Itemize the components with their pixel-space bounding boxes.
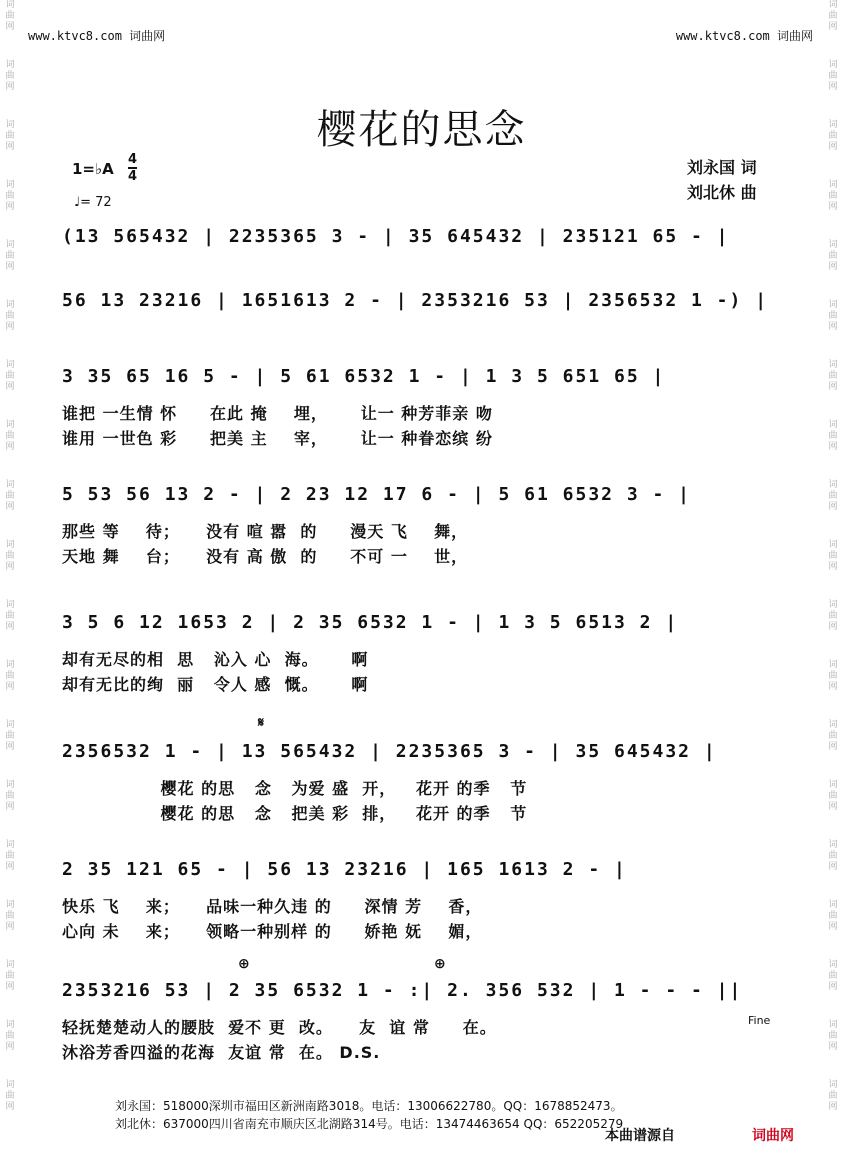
tempo-marking: ♩= 72 [74,195,112,210]
notation-line: 2 35 121 65 - | 56 13 23216 | 165 1613 2 - | [62,859,627,880]
contact-composer: 刘北休：637000四川省南充市顺庆区北湖路314号。电话：13474463654 QQ：652205279 [115,1117,624,1131]
lyric-verse-2: 却有无比的绚 丽 令人 感 慨。 啊 [62,675,369,694]
side-watermark-left: 词曲网 词曲网 词曲网 词曲网 词曲网 词曲网 词曲网 词曲网 词曲网 词曲网 词曲网 词曲网 词曲网 词曲网 词曲网 词曲网 词曲网 词曲网 词曲网 [5,0,15,1112]
coda-sign-1: ⊕ [238,956,250,972]
lyric-verse-2: 沐浴芳香四溢的花海 友谊 常 在。 D.S. [62,1043,381,1062]
lyric-verse-1: 那些 等 待； 没有 喧 嚣 的 漫天 飞 舞， [62,522,469,541]
site-url-right: www.ktvc8.com 词曲网 [675,29,813,43]
lyric-verse-2: 樱花 的思 念 把美 彩 排， 花开 的季 节 [62,804,528,823]
lyric-verse-1: 快乐 飞 来； 品味一种久违 的 深情 芳 香， [62,897,483,916]
notation-line: 2353216 53 | 2 35 6532 1 - :| 2. 356 532 | 1 - - - || [62,980,743,1001]
lyric-verse-2: 心向 未 来； 领略一种别样 的 娇艳 妩 媚， [62,922,483,941]
lyric-verse-1: 樱花 的思 念 为爱 盛 开， 花开 的季 节 [62,779,528,798]
key-signature: 1=♭A [72,160,114,178]
notation-line: 2356532 1 - | 13 565432 | 2235365 3 - | 35 645432 | [62,741,717,762]
lyric-verse-2: 谁用 一世色 彩 把美 主 宰， 让一 种眷恋缤 纷 [62,429,493,448]
contact-lyricist: 刘永国：518000深圳市福田区新洲南路3018。电话：13006622780。QQ：1678852473。 [115,1099,623,1113]
coda-sign-2: ⊕ [434,956,446,972]
song-title: 樱花的思念 [316,107,527,153]
meter-bottom: 4 [128,169,138,184]
lyricist-credit: 刘永国 词 [687,158,757,177]
side-watermark-right: 词曲网 词曲网 词曲网 词曲网 词曲网 词曲网 词曲网 词曲网 词曲网 词曲网 词曲网 词曲网 词曲网 词曲网 词曲网 词曲网 词曲网 词曲网 词曲网 [828,0,838,1112]
notation-line: 3 35 65 16 5 - | 5 61 6532 1 - | 1 3 5 651 65 | [62,366,666,387]
brand-link[interactable]: 词曲网 [752,1128,794,1144]
notation-line: 56 13 23216 | 1651613 2 - | 2353216 53 | 2356532 1 -) | [62,290,769,311]
notation-line: 3 5 6 12 1653 2 | 2 35 6532 1 - | 1 3 5 6513 2 | [62,612,679,633]
source-label: 本曲谱源自 [605,1128,675,1144]
lyric-verse-1: 轻抚楚楚动人的腰肢 爱不 更 改。 友 谊 常 在。 [62,1018,497,1037]
composer-credit: 刘北休 曲 [687,183,757,202]
meter-top: 4 [128,152,138,167]
fine-marking: Fine [748,1014,771,1027]
segno-sign: 𝄋 [258,715,265,731]
time-signature [128,152,137,184]
lyric-verse-1: 谁把 一生情 怀 在此 掩 埋， 让一 种芳菲亲 吻 [62,404,493,423]
lyric-verse-2: 天地 舞 台； 没有 高 傲 的 不可 一 世， [62,547,469,566]
lyric-verse-1: 却有无尽的相 思 沁入 心 海。 啊 [62,650,369,669]
notation-line: (13 565432 | 2235365 3 - | 35 645432 | 235121 65 - | [62,226,730,247]
site-url-left: www.ktvc8.com 词曲网 [28,29,166,43]
notation-line: 5 53 56 13 2 - | 2 23 12 17 6 - | 5 61 6532 3 - | [62,484,692,505]
